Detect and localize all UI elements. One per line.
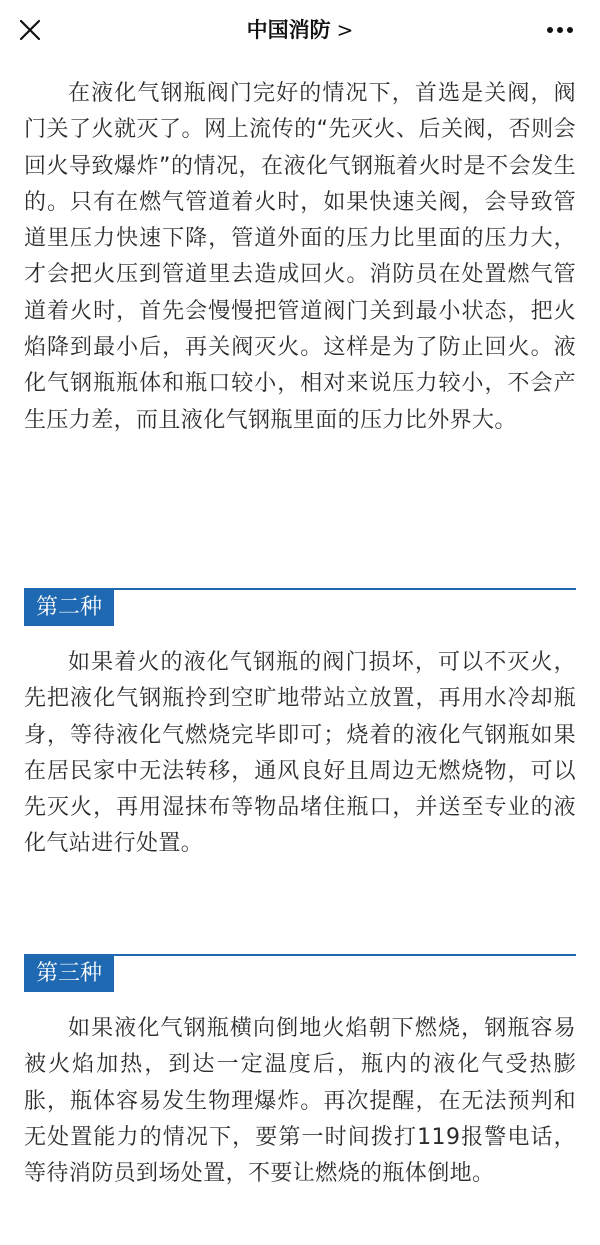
section-label-3: 第三种 — [24, 956, 114, 992]
account-title-link[interactable] — [0, 14, 600, 44]
article-paragraph-3: 如果液化气钢瓶横向倒地火焰朝下燃烧，钢瓶容易被火焰加热，到达一定温度后，瓶内的液化气受热膨胀，瓶体容易发生物理爆炸。再次提醒，在无法预判和无处置能力的情况下，要第一时间拨打119报警电话，等待消防员到场处置，不要让燃烧的瓶体倒地。 — [24, 1016, 576, 1187]
article-paragraph-2: 如果着火的液化气钢瓶的阀门损坏，可以不灭火，先把液化气钢瓶拎到空旷地带站立放置，再用水冷却瓶身，等待液化气燃烧完毕即可；烧着的液化气钢瓶如果在居民家中无法转移，通风良好且周边无燃烧物，可以先灭火，再用湿抹布等物品堵住瓶口，并送至专业的液化气站进行处置。 — [24, 650, 576, 857]
article-paragraph-1: 在液化气钢瓶阀门完好的情况下，首选是关阀，阀门关了火就灭了。网上流传的“先灭火、后关阀，否则会回火导致爆炸”的情况，在液化气钢瓶着火时是不会发生的。只有在燃气管道着火时，如果快速关阀，会导致管道里压力快速下降，管道外面的压力比里面的压力大，才会把火压到管道里去造成回火。消防员在处置燃气管道着火时，首先会慢慢把管道阀门关到最小状态，把火焰降到最小后，再关阀灭火。这样是为了防止回火。液化气钢瓶瓶体和瓶口较小，相对来说压力较小，不会产生压力差，而且液化气钢瓶里面的压力比外界大。 — [24, 81, 576, 433]
chevron-right-icon: > — [336, 18, 354, 42]
account-title: 中国消防 — [246, 18, 331, 42]
more-dots-icon — [545, 27, 575, 33]
more-button[interactable] — [540, 14, 580, 46]
top-bar — [0, 0, 600, 62]
section-header-3 — [24, 954, 576, 994]
section-header-2 — [24, 588, 576, 628]
section-label-2: 第二种 — [24, 590, 114, 626]
